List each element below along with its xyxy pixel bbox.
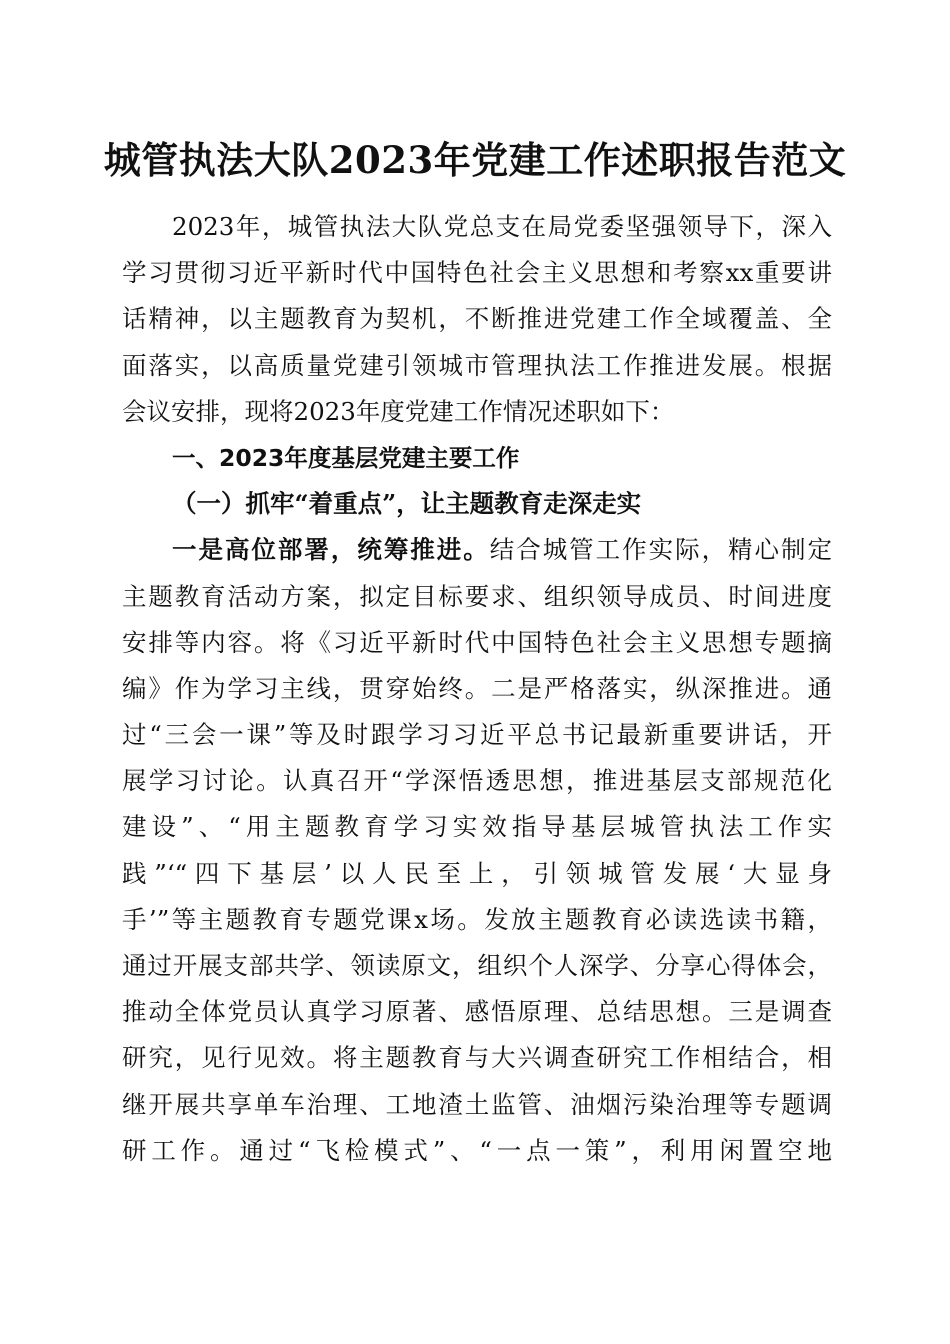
lead-bold-text: 一是高位部署，统筹推进。 <box>172 535 490 565</box>
paragraph-line: 践”‘“四下基层’以人民至上，引领城管发展‘大显身 <box>122 858 832 888</box>
intro-line: 话精神，以主题教育为契机，不断推进党建工作全域覆盖、全 <box>122 304 832 334</box>
paragraph-line: 展学习讨论。认真召开“学深悟透思想，推进基层支部规范化 <box>122 766 832 796</box>
paragraph-lead-line <box>122 527 832 573</box>
paragraph-line: 通过开展支部共学、领读原文，组织个人深学、分享心得体会， <box>122 951 832 980</box>
paragraph-line: 研究，见行见效。将主题教育与大兴调查研究工作相结合，相 <box>122 1043 832 1073</box>
paragraph-line: 手’”等主题教育专题党课x场。发放主题教育必读选读书籍， <box>122 904 832 934</box>
section-heading: 一、2023年度基层党建主要工作 <box>172 443 520 472</box>
paragraph-line: 建设”、“用主题教育学习实效指导基层城管执法工作实 <box>122 812 832 842</box>
paragraph-line: 安排等内容。将《习近平新时代中国特色社会主义思想专题摘 <box>122 627 832 657</box>
intro-line: 面落实，以高质量党建引领城市管理执法工作推进发展。根据 <box>122 350 832 380</box>
intro-line: 会议安排，现将2023年度党建工作情况述职如下： <box>122 396 675 426</box>
intro-line: 2023年，城管执法大队党总支在局党委坚强领导下，深入 <box>172 212 832 241</box>
paragraph-line: 研工作。通过“飞检模式”、“一点一策”，利用闲置空地 <box>122 1135 832 1165</box>
paragraph-line: 过“三会一课”等及时跟学习习近平总书记最新重要讲话，开 <box>122 720 832 750</box>
intro-line: 学习贯彻习近平新时代中国特色社会主义思想和考察xx重要讲 <box>122 258 832 288</box>
document-title: 城管执法大队2023年党建工作述职报告范文 <box>103 138 847 182</box>
paragraph-line: 推动全体党员认真学习原著、感悟原理、总结思想。三是调查 <box>122 997 832 1027</box>
subsection-heading: （一）抓牢“着重点”，让主题教育走深走实 <box>172 489 642 519</box>
lead-rest-text: 结合城管工作实际，精心制定 <box>489 535 832 565</box>
paragraph-line: 编》作为学习主线，贯穿始终。二是严格落实，纵深推进。通 <box>122 673 832 703</box>
paragraph-line: 主题教育活动方案，拟定目标要求、组织领导成员、时间进度 <box>122 581 832 611</box>
document-body <box>122 204 832 1174</box>
paragraph-line: 继开展共享单车治理、工地渣土监管、油烟污染治理等专题调 <box>122 1089 832 1119</box>
